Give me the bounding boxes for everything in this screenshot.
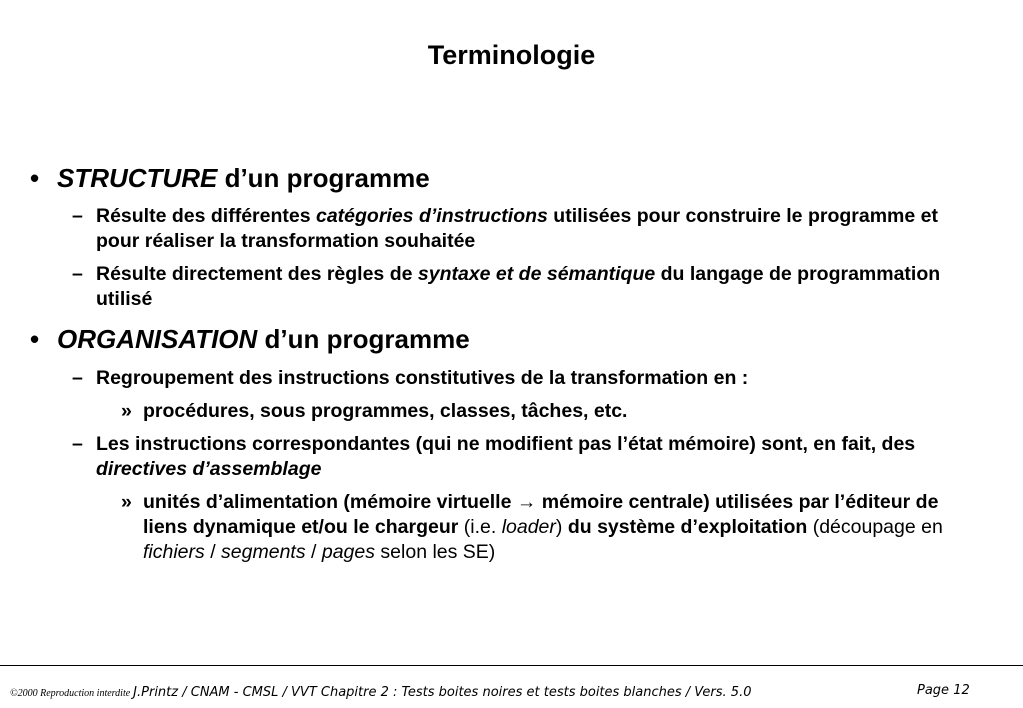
subitem-text: du système d’exploitation	[562, 516, 808, 538]
subitem-text: /	[204, 541, 222, 563]
subitem-text: procédures, sous programmes, classes, tâches, etc.	[143, 400, 628, 422]
slide-title: Terminologie	[427, 40, 596, 70]
subitem-text: mémoire centrale) utilisées par l’éditeur de liens dynamique et/ou le chargeur	[143, 491, 939, 538]
footer-text: J.Printz / CNAM - CMSL / VVT Chapitre 2 : Tests boites noires et tests boites blanches / Vers. 5.0	[133, 685, 752, 700]
organisation-item-2	[72, 432, 976, 482]
heading-rest: d’un programme	[217, 163, 430, 193]
item-emphasis: directives d’assemblage	[96, 458, 322, 480]
subitem-emphasis: segments	[221, 541, 306, 563]
structure-item-1	[72, 204, 976, 254]
item-emphasis: catégories d’instructions	[315, 205, 548, 227]
subitem-text: /	[305, 541, 322, 563]
footer	[10, 683, 970, 701]
heading-keyword: ORGANISATION	[57, 324, 258, 354]
dash-marker: –	[72, 367, 83, 389]
footer-divider	[0, 665, 1023, 666]
item-text: Regroupement des instructions constitutives de la transformation en :	[96, 367, 749, 389]
organisation-subitem-1	[121, 399, 983, 424]
guillemet-marker: »	[121, 491, 132, 513]
heading-keyword: STRUCTURE	[57, 163, 218, 193]
bullet-marker: •	[30, 324, 40, 354]
subitem-text: unités d’alimentation (mémoire virtuelle	[143, 491, 517, 513]
item-text: Les instructions correspondantes (qui ne modifient pas l’état mémoire) sont, en fait, des	[96, 433, 916, 455]
item-text-end: du langage de programmation utilisé	[96, 263, 941, 310]
organisation-item-1	[72, 366, 976, 391]
item-emphasis: syntaxe et de sémantique	[417, 263, 656, 285]
dash-marker: –	[72, 205, 83, 227]
subitem-text: (i.e.	[458, 516, 502, 538]
heading-rest: d’un programme	[257, 324, 470, 354]
item-text-end: utilisées pour construire le programme et pour réaliser la transformation souhaitée	[96, 205, 938, 252]
structure-item-2	[72, 262, 976, 312]
arrow-right-icon: →	[516, 491, 537, 513]
subitem-text: selon les SE)	[375, 541, 496, 563]
organisation-subitem-2	[121, 490, 983, 565]
subitem-emphasis: loader	[501, 516, 556, 538]
subitem-emphasis: fichiers	[143, 541, 205, 563]
guillemet-marker: »	[121, 400, 132, 422]
item-text: Résulte directement des règles de	[96, 263, 418, 285]
subitem-text: (découpage en	[807, 516, 943, 538]
dash-marker: –	[72, 263, 83, 285]
subitem-emphasis: pages	[321, 541, 375, 563]
bullet-marker: •	[30, 163, 40, 193]
dash-marker: –	[72, 433, 83, 455]
footer-page-number: Page 12	[917, 683, 970, 698]
subitem-text: )	[555, 516, 563, 538]
footer-copyright: ©2000 Reproduction interdite	[10, 688, 131, 699]
item-text: Résulte des différentes	[96, 205, 316, 227]
